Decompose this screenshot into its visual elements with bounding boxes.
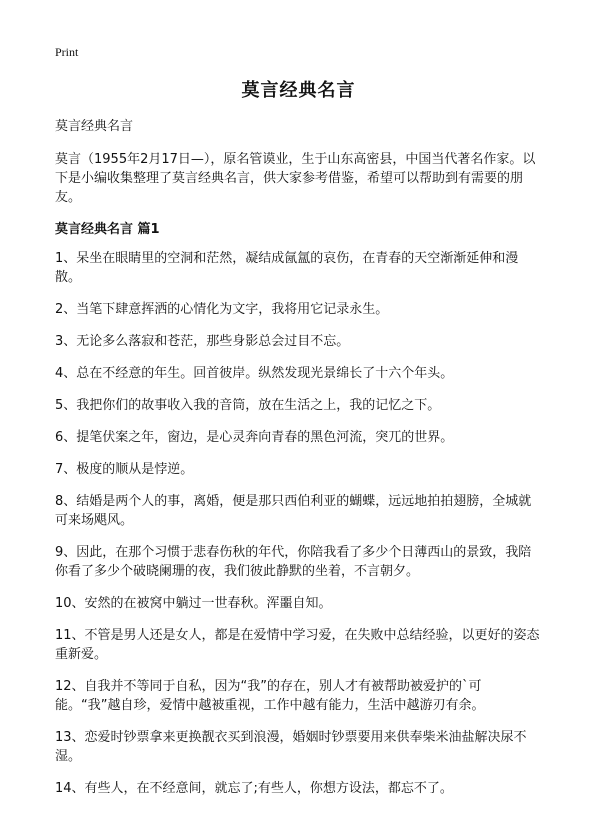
quote-item: 13、恋爱时钞票拿来更换靓衣买到浪漫，婚姻时钞票要用来供奉柴米油盐解决尿不湿。	[55, 730, 527, 764]
print-label: Print	[55, 45, 79, 59]
section-heading: 莫言经典名言 篇1	[55, 222, 160, 237]
quote-item: 6、提笔伏案之年，窗边，是心灵奔向青春的黑色河流，突兀的世界。	[55, 430, 454, 445]
quote-item: 4、总在不经意的年生。回首彼岸。纵然发现光景绵长了十六个年头。	[55, 366, 454, 381]
intro-paragraph: 莫言（1955年2月17日—），原名管谟业，生于山东高密县，中国当代著名作家。以下是小编收集整理了莫言经典名言，供大家参考借鉴，希望可以帮助到有需要的朋友。	[55, 152, 536, 205]
article-subtitle: 莫言经典名言	[55, 119, 134, 134]
quote-item: 12、自我并不等同于自私，因为“我”的存在，别人才有被帮助被爱护的`可能。“我”越自珍，爱情中越被重视，工作中越有能力，生活中越游刃有余。	[55, 679, 485, 713]
quote-item: 9、因此，在那个习惯于悲春伤秋的年代，你陪我看了多少个日薄西山的景致，我陪你看了多少个破晓阑珊的夜，我们彼此静默的坐着，不言朝夕。	[55, 545, 532, 579]
page-title: 莫言经典名言	[241, 80, 356, 101]
quote-list	[55, 249, 542, 798]
quote-item: 7、极度的顺从是悖逆。	[55, 462, 194, 477]
quote-item: 5、我把你们的故事收入我的音筒，放在生活之上，我的记忆之下。	[55, 398, 441, 413]
quote-item: 14、有些人，在不经意间，就忘了;有些人，你想方设法，都忘不了。	[55, 781, 453, 796]
quote-item: 3、无论多么落寂和苍茫，那些身影总会过目不忘。	[55, 334, 350, 349]
quote-item: 2、当笔下肆意挥洒的心情化为文字，我将用它记录永生。	[55, 302, 389, 317]
quote-item: 11、不管是男人还是女人，都是在爱情中学习爱，在失败中总结经验，以更好的姿态重新爱。	[55, 628, 540, 662]
quote-item: 10、安然的在被窝中躺过一世春秋。浑噩自知。	[55, 596, 332, 611]
quote-item: 1、呆坐在眼睛里的空洞和茫然，凝结成氤氲的哀伤，在青春的天空渐渐延伸和漫散。	[55, 251, 519, 285]
quote-item: 8、结婚是两个人的事，离婚，便是那只西伯利亚的蝴蝶，远远地拍拍翅膀，全城就可来场飓风。	[55, 494, 532, 528]
